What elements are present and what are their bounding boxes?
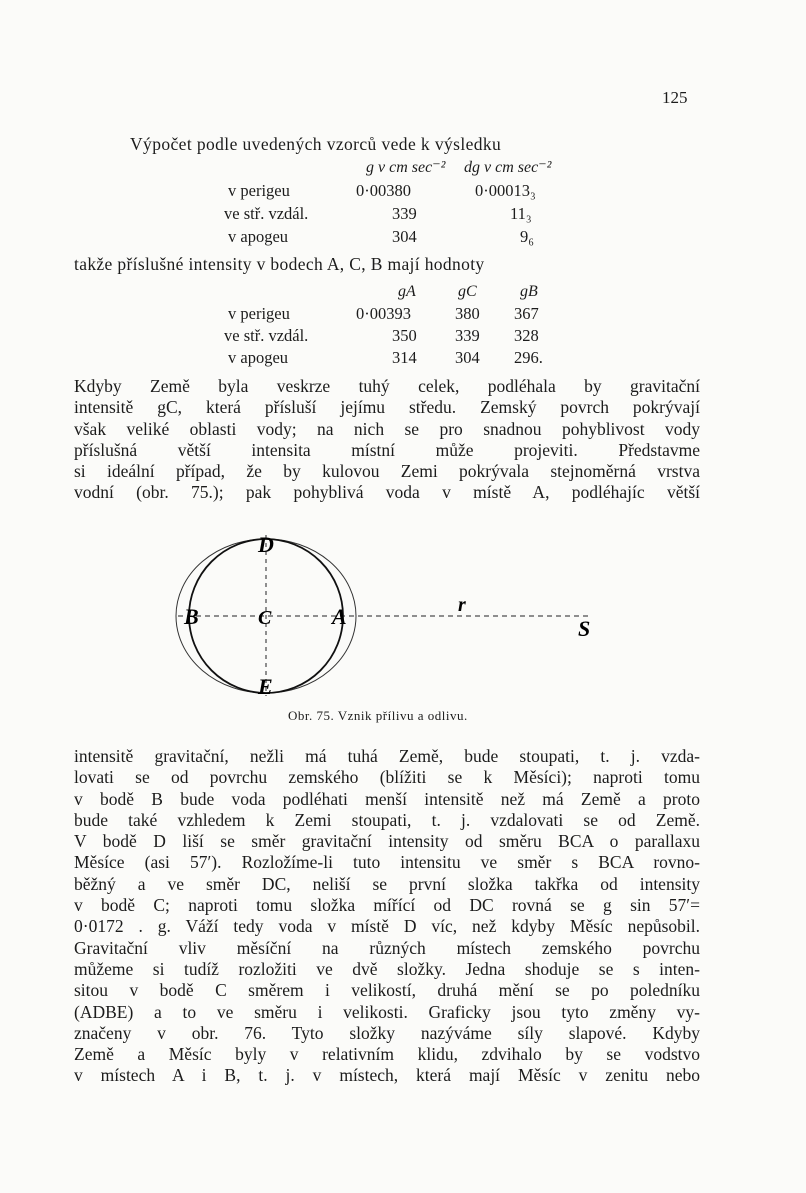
- table-1-cell: 304: [392, 227, 417, 246]
- label-c: C: [258, 607, 272, 629]
- transition-line: takže příslušné intensity v bodech A, C, B mají hodnoty: [74, 254, 485, 274]
- text-line: (ADBE) a to ve směru i velikosti. Graficky jsou tyto změny vy-: [74, 1001, 700, 1022]
- paragraph-1: [74, 376, 700, 504]
- page-number: 125: [662, 88, 688, 107]
- text-line: Měsíce (asi 57′). Rozložíme-li tuto intensitu ve směr s BCA rovno-: [74, 852, 700, 873]
- text-line: Země a Měsíc byly v relativním klidu, zdvihalo by se vodstvo: [74, 1044, 700, 1065]
- table-1-cell: 339: [392, 204, 417, 223]
- table-2-row-label: v perigeu: [228, 304, 290, 323]
- table-1-cell: 9₆: [520, 227, 535, 246]
- table-2-cell: 328: [514, 326, 539, 345]
- text-line: v místech A i B, t. j. v místech, která mají Měsíc v zenitu nebo: [74, 1065, 700, 1086]
- text-line: intensitě gC, která přísluší jejímu středu. Zemský povrch pokrývají: [74, 397, 700, 418]
- text-line: můžeme si tudíž rozložiti ve dvě složky. Jedna shoduje se s inten-: [74, 958, 700, 979]
- table-2-cell: 339: [455, 326, 480, 345]
- label-e: E: [258, 674, 273, 699]
- table-2-cell: 350: [392, 326, 417, 345]
- table-2-row-label: ve stř. vzdál.: [224, 326, 309, 345]
- text-line: sitou v bodě C směrem i velikostí, druhá mění se po poledníku: [74, 980, 700, 1001]
- table-2-header-a: gA: [398, 283, 416, 300]
- table-2-header-c: gC: [458, 283, 477, 300]
- label-s: S: [578, 616, 591, 641]
- table-1-header-g: g v cm sec⁻²: [366, 159, 446, 176]
- label-a: A: [332, 604, 347, 629]
- table-1-row-label: ve stř. vzdál.: [224, 204, 309, 223]
- text-line: bude také vzhledem k Zemi stoupati, t. j. vzdalovati se od Země.: [74, 809, 700, 830]
- table-2-cell: 380: [455, 304, 480, 323]
- table-2-cell: 304: [455, 348, 480, 367]
- text-line: příslušná větší intensita místní může projeviti. Představme: [74, 439, 700, 460]
- label-d: D: [258, 532, 274, 557]
- table-2-cell: 0·00393: [356, 304, 411, 323]
- table-1-row-label: v perigeu: [228, 181, 290, 200]
- table-2-cell: 367: [514, 304, 539, 323]
- table-1-header-dg: dg v cm sec⁻²: [464, 159, 552, 176]
- text-line: v bodě B bude voda podléhati menší intensitě než má Země a proto: [74, 788, 700, 809]
- table-2-cell: 314: [392, 348, 417, 367]
- text-line: V bodě D liší se směr gravitační intensity od směru BCA o parallaxu: [74, 831, 700, 852]
- text-line: si ideální případ, že by kulovou Zemi pokrývala stejnoměrná vrstva: [74, 461, 700, 482]
- text-line: intensitě gravitační, nežli má tuhá Země, bude stoupati, t. j. vzda-: [74, 746, 700, 766]
- text-line: Gravitační vliv měsíční na různých místech zemského povrchu: [74, 937, 700, 958]
- table-2-row-label: v apogeu: [228, 348, 289, 367]
- text-line: značeny v obr. 76. Tyto složky nazýváme síly slapové. Kdyby: [74, 1022, 700, 1043]
- text-line: lovati se od povrchu zemského (blížiti se k Měsíci); naproti tomu: [74, 767, 700, 788]
- text-line: 0·0172 . g. Váží tedy voda v místě D víc, než kdyby Měsíc nepůsobil.: [74, 916, 700, 937]
- table-1-row-label: v apogeu: [228, 227, 289, 246]
- label-r: r: [458, 594, 466, 616]
- figure-caption: Obr. 75. Vznik přílivu a odlivu.: [288, 708, 468, 723]
- text-line: Kdyby Země byla veskrze tuhý celek, podléhala by gravitační: [74, 376, 700, 396]
- text-line: vodní (obr. 75.); pak pohyblivá voda v místě A, podléhajíc větší: [74, 482, 700, 503]
- text-line: však veliké oblasti vody; na nich se pro snadnou pohyblivost vody: [74, 418, 700, 439]
- text-line: běžný a ve směr DC, neliší se první složka takřka od intensity: [74, 873, 700, 894]
- table-2-cell: 296.: [514, 348, 543, 367]
- label-b: B: [184, 604, 199, 629]
- table-1-cell: 0·00013₃: [475, 181, 536, 200]
- figure-75-diagram: [170, 530, 630, 702]
- table-1-cell: 11₃: [510, 204, 532, 223]
- text-line: v bodě C; naproti tomu složka mířící od DC rovná se g sin 57′=: [74, 895, 700, 916]
- table-1-cell: 0·00380: [356, 181, 411, 200]
- paragraph-2: [74, 746, 700, 1087]
- table-2-header-b: gB: [520, 283, 538, 300]
- intro-line: Výpočet podle uvedených vzorců vede k výsledku: [130, 134, 502, 154]
